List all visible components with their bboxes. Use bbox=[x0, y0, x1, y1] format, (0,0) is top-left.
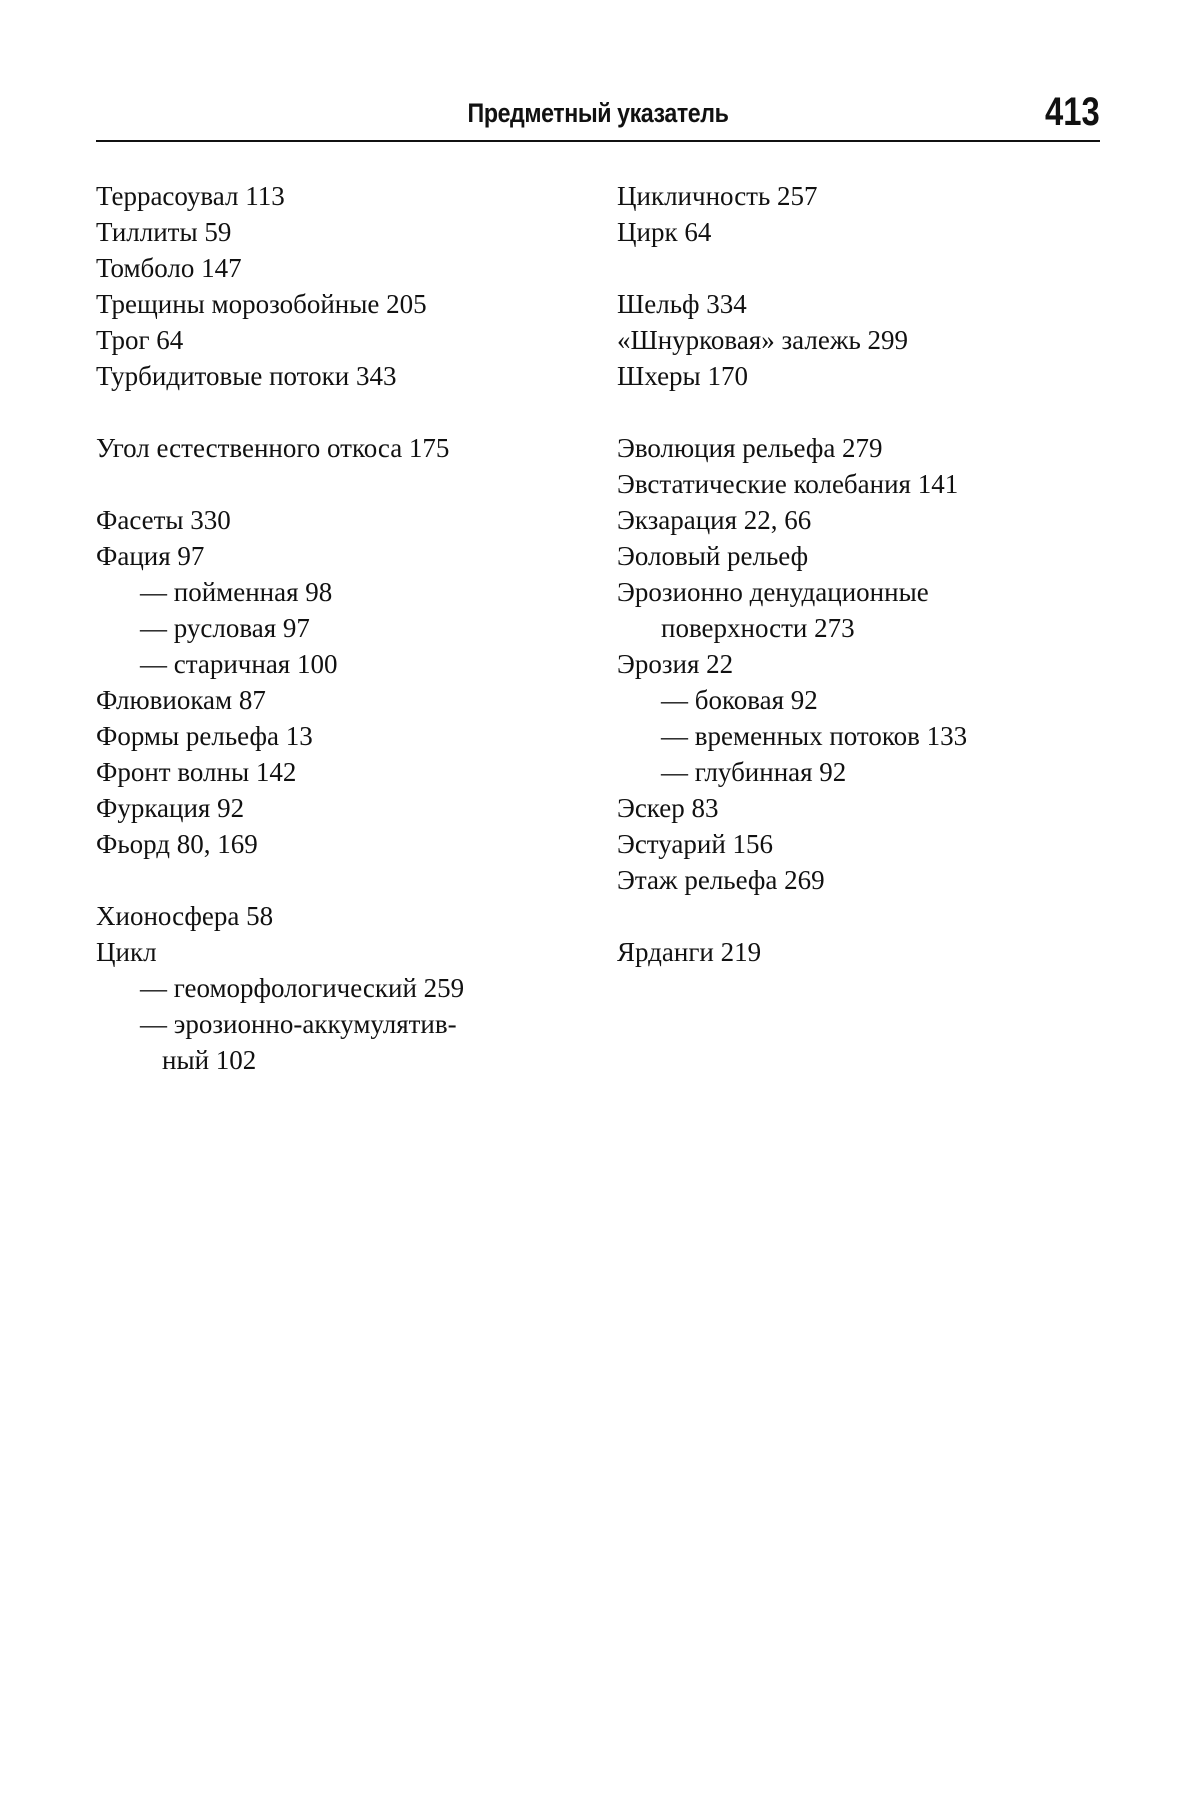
index-entry: Шхеры 170 bbox=[617, 361, 748, 391]
index-entry: Формы рельефа 13 bbox=[96, 721, 313, 751]
index-entry: Цирк 64 bbox=[617, 217, 712, 247]
index-subentry: — глубинная 92 bbox=[661, 757, 847, 787]
index-entry: Цикличность 257 bbox=[617, 181, 818, 211]
index-entry: Фронт волны 142 bbox=[96, 757, 297, 787]
page-header bbox=[96, 88, 1100, 144]
index-entry: Эскер 83 bbox=[617, 793, 719, 823]
index-entry: Эстуарий 156 bbox=[617, 829, 774, 859]
index-entry: Эрозия 22 bbox=[617, 649, 734, 679]
index-letter-group bbox=[96, 430, 556, 466]
running-title: Предметный указатель bbox=[467, 98, 729, 128]
index-subentry: — русловая 97 bbox=[140, 613, 310, 643]
index-entry: Эволюция рельефа 279 bbox=[617, 433, 883, 463]
index-entry: Тиллиты 59 bbox=[96, 217, 232, 247]
index-entry: Шельф 334 bbox=[617, 289, 747, 319]
index-letter-group bbox=[617, 430, 1107, 898]
index-letter-group bbox=[617, 934, 1107, 970]
index-column-right bbox=[617, 178, 1107, 1006]
index-column-left bbox=[96, 178, 556, 1114]
index-letter-group bbox=[96, 898, 556, 1078]
index-entry: поверхности 273 bbox=[661, 613, 855, 643]
index-letter-group bbox=[96, 502, 556, 862]
index-subentry: — временных потоков 133 bbox=[661, 721, 968, 751]
index-entry: Экзарация 22, 66 bbox=[617, 505, 812, 535]
page-number: 413 bbox=[1045, 90, 1100, 134]
index-entry: «Шнурковая» залежь 299 bbox=[617, 325, 909, 355]
index-entry: Фасеты 330 bbox=[96, 505, 231, 535]
index-entry: Трещины морозобойные 205 bbox=[96, 289, 427, 319]
index-subentry: — пойменная 98 bbox=[140, 577, 333, 607]
index-entry: Эрозионно денудационные bbox=[617, 577, 929, 607]
index-letter-group bbox=[96, 178, 556, 394]
index-entry: Фуркация 92 bbox=[96, 793, 245, 823]
index-entry: Ярданги 219 bbox=[617, 937, 762, 967]
index-entry: ный 102 bbox=[162, 1045, 257, 1075]
index-subentry: — геоморфологический 259 bbox=[140, 973, 465, 1003]
index-entry: Томболо 147 bbox=[96, 253, 242, 283]
index-entry: Этаж рельефа 269 bbox=[617, 865, 825, 895]
index-entry: Цикл bbox=[96, 937, 157, 967]
index-letter-group bbox=[617, 178, 1107, 250]
index-letter-group bbox=[617, 286, 1107, 394]
header-rule bbox=[96, 140, 1100, 142]
index-subentry: — эрозионно-аккумулятив- bbox=[140, 1009, 457, 1039]
index-entry: Фация 97 bbox=[96, 541, 205, 571]
index-entry: Хионосфера 58 bbox=[96, 901, 274, 931]
index-entry: Эоловый рельеф bbox=[617, 541, 809, 571]
index-entry: Угол естественного откоса 175 bbox=[96, 433, 450, 463]
index-entry: Трог 64 bbox=[96, 325, 184, 355]
index-entry: Турбидитовые потоки 343 bbox=[96, 361, 397, 391]
index-entry: Эвстатические колебания 141 bbox=[617, 469, 959, 499]
index-subentry: — боковая 92 bbox=[661, 685, 818, 715]
index-entry: Террасоувал 113 bbox=[96, 181, 285, 211]
index-entry: Фьорд 80, 169 bbox=[96, 829, 258, 859]
index-subentry: — старичная 100 bbox=[140, 649, 338, 679]
index-entry: Флювиокам 87 bbox=[96, 685, 266, 715]
